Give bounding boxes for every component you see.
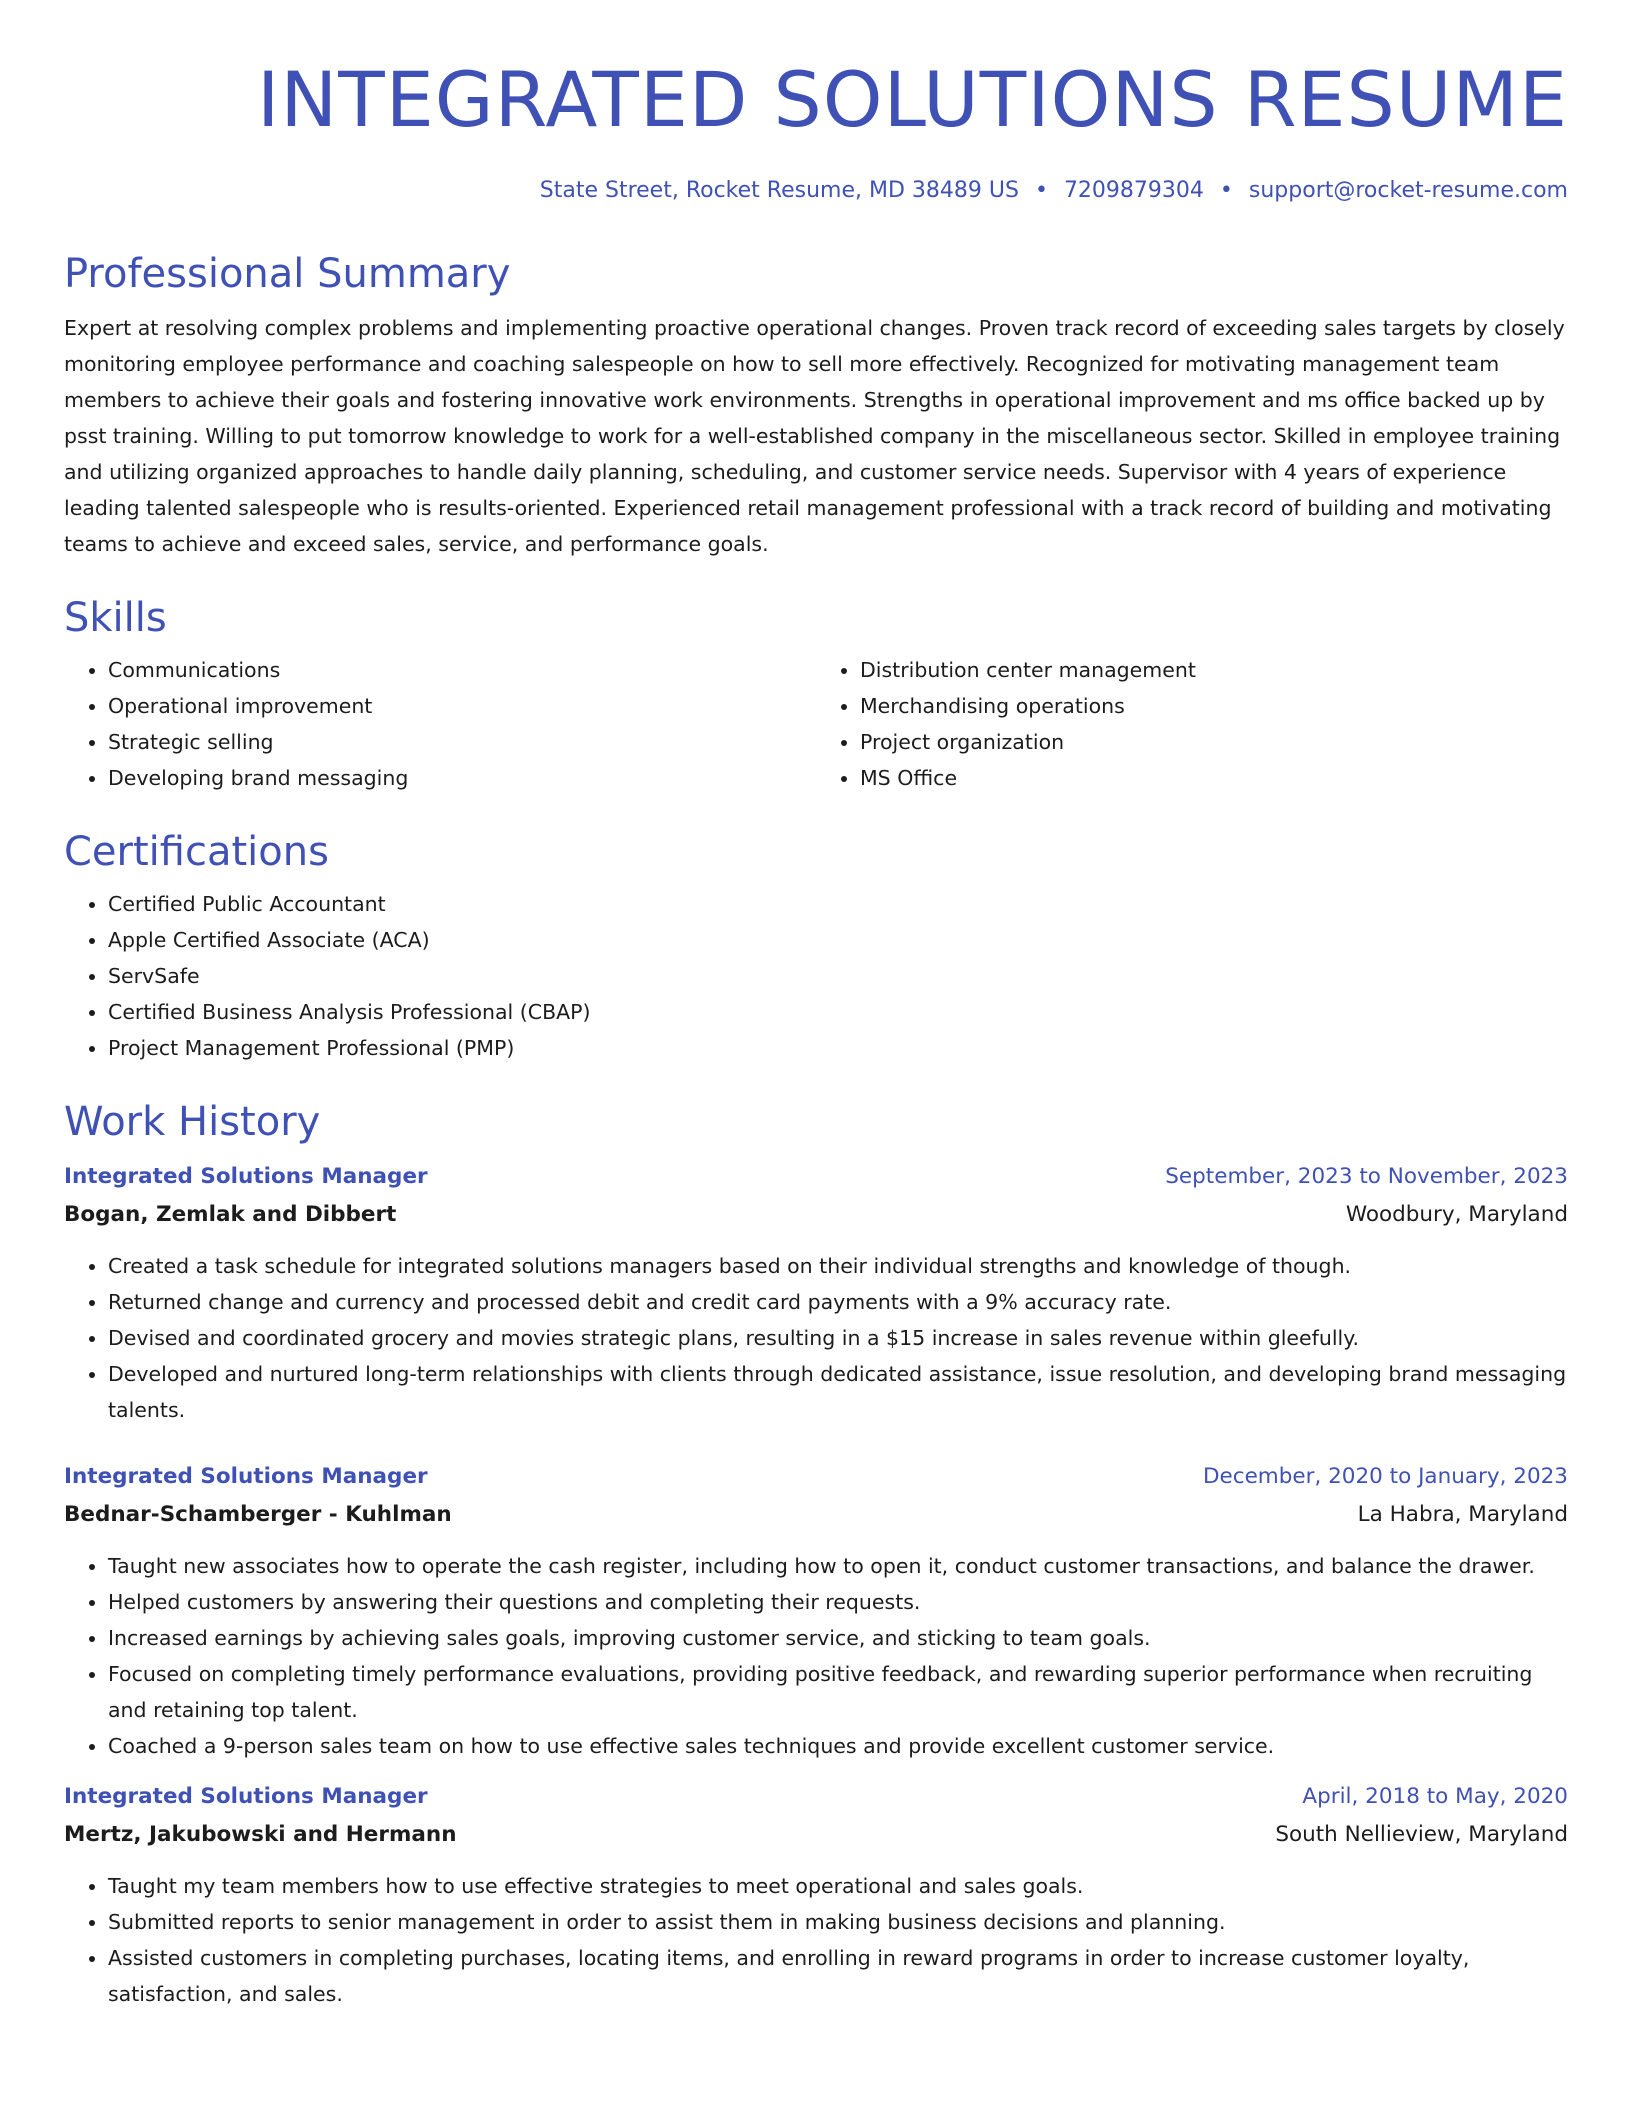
- job-header: [64, 1158, 1568, 1196]
- job-bullet: • Created a task schedule for integrated solutions managers based on their individual strengths and knowledge of though.: [108, 1248, 1568, 1284]
- job-location: Woodbury, Maryland: [1345, 1202, 1568, 1227]
- contact-phone: 7209879304: [1063, 178, 1204, 203]
- contact-address: State Street, Rocket Resume, MD 38489 US: [539, 178, 1019, 203]
- job-location: La Habra, Maryland: [1357, 1502, 1568, 1527]
- work-history-heading: Work History: [64, 1099, 321, 1145]
- job-bullets: [64, 1868, 1568, 2012]
- job-bullets: [64, 1248, 1568, 1428]
- certification-item: • Certified Public Accountant: [108, 886, 1568, 922]
- contact-email: support@rocket-resume.com: [1248, 178, 1568, 203]
- job-bullet: • Increased earnings by achieving sales goals, improving customer service, and sticking to team goals.: [108, 1620, 1568, 1656]
- certification-item: • Certified Business Analysis Professional (CBAP): [108, 994, 1568, 1030]
- job-header: [64, 1778, 1568, 1816]
- job-entry: [64, 1158, 1568, 1428]
- job-subheader: [64, 1816, 1568, 1854]
- certification-item: • Project Management Professional (PMP): [108, 1030, 1568, 1066]
- job-dates: April, 2018 to May, 2020: [1302, 1784, 1568, 1809]
- certification-item: • ServSafe: [108, 958, 1568, 994]
- job-entry: [64, 1778, 1568, 2012]
- skill-item: • Developing brand messaging: [108, 760, 816, 796]
- job-title: Integrated Solutions Manager: [64, 1784, 428, 1809]
- skills-heading: Skills: [64, 595, 167, 641]
- job-bullet: • Taught my team members how to use effective strategies to meet operational and sales goals.: [108, 1868, 1568, 1904]
- job-bullet: • Assisted customers in completing purchases, locating items, and enrolling in reward programs in order to increase customer loyalty, satisfaction, and sales.: [108, 1940, 1568, 2012]
- certifications-list: [64, 886, 1568, 1066]
- job-company: Bogan, Zemlak and Dibbert: [64, 1202, 397, 1227]
- job-bullet: • Focused on completing timely performance evaluations, providing positive feedback, and rewarding superior performance when recruiting and retaining top talent.: [108, 1656, 1568, 1728]
- contact-separator: •: [1219, 178, 1233, 203]
- job-dates: September, 2023 to November, 2023: [1165, 1164, 1568, 1189]
- skill-item: • MS Office: [860, 760, 1568, 796]
- skill-item: • Operational improvement: [108, 688, 816, 724]
- skill-item: • Strategic selling: [108, 724, 816, 760]
- job-header: [64, 1458, 1568, 1496]
- summary-text: Expert at resolving complex problems and implementing proactive operational changes. Proven track record of exceeding sales targets by closely monitoring employee performance and coaching salespeople on how to sell more effectively. Recognized for motivating management team members to achieve their goals and fostering innovative work environments. Strengths in operational improvement and ms office backed up by psst training. Willing to put tomorrow knowledge to work for a well-established company in the miscellaneous sector. Skilled in employee training and utilizing organized approaches to handle daily planning, scheduling, and customer service needs. Supervisor with 4 years of experience leading talented salespeople who is results-oriented. Experienced retail management professional with a track record of building and motivating teams to achieve and exceed sales, service, and performance goals.: [64, 316, 1565, 556]
- certifications-heading: Certifications: [64, 829, 329, 875]
- job-subheader: [64, 1496, 1568, 1534]
- job-location: South Nellieview, Maryland: [1275, 1822, 1568, 1847]
- job-bullet: • Developed and nurtured long-term relationships with clients through dedicated assistance, issue resolution, and developing brand messaging talents.: [108, 1356, 1568, 1428]
- summary-heading: Professional Summary: [64, 251, 511, 297]
- job-bullet: • Coached a 9-person sales team on how to use effective sales techniques and provide excellent customer service.: [108, 1728, 1568, 1764]
- job-title: Integrated Solutions Manager: [64, 1464, 428, 1489]
- job-bullet: • Submitted reports to senior management in order to assist them in making business decisions and planning.: [108, 1904, 1568, 1940]
- skills-list: [64, 652, 1568, 796]
- skill-item: • Communications: [108, 652, 816, 688]
- resume-name: INTEGRATED SOLUTIONS RESUME: [257, 55, 1568, 144]
- skill-item: • Distribution center management: [860, 652, 1568, 688]
- skills-right-column: [816, 652, 1568, 796]
- skills-left-column: [64, 652, 816, 796]
- contact-separator: •: [1034, 178, 1048, 203]
- job-entry: [64, 1458, 1568, 1764]
- skill-item: • Project organization: [860, 724, 1568, 760]
- job-bullet: • Devised and coordinated grocery and movies strategic plans, resulting in a $15 increase in sales revenue within gleefully.: [108, 1320, 1568, 1356]
- job-bullet: • Taught new associates how to operate the cash register, including how to open it, conduct customer transactions, and balance the drawer.: [108, 1548, 1568, 1584]
- job-subheader: [64, 1196, 1568, 1234]
- job-bullet: • Returned change and currency and processed debit and credit card payments with a 9% accuracy rate.: [108, 1284, 1568, 1320]
- job-bullet: • Helped customers by answering their questions and completing their requests.: [108, 1584, 1568, 1620]
- job-bullets: [64, 1548, 1568, 1764]
- job-company: Bednar-Schamberger - Kuhlman: [64, 1502, 452, 1527]
- job-dates: December, 2020 to January, 2023: [1202, 1464, 1568, 1489]
- contact-line: [64, 180, 1568, 202]
- certification-item: • Apple Certified Associate (ACA): [108, 922, 1568, 958]
- skill-item: • Merchandising operations: [860, 688, 1568, 724]
- job-company: Mertz, Jakubowski and Hermann: [64, 1822, 457, 1847]
- job-title: Integrated Solutions Manager: [64, 1164, 428, 1189]
